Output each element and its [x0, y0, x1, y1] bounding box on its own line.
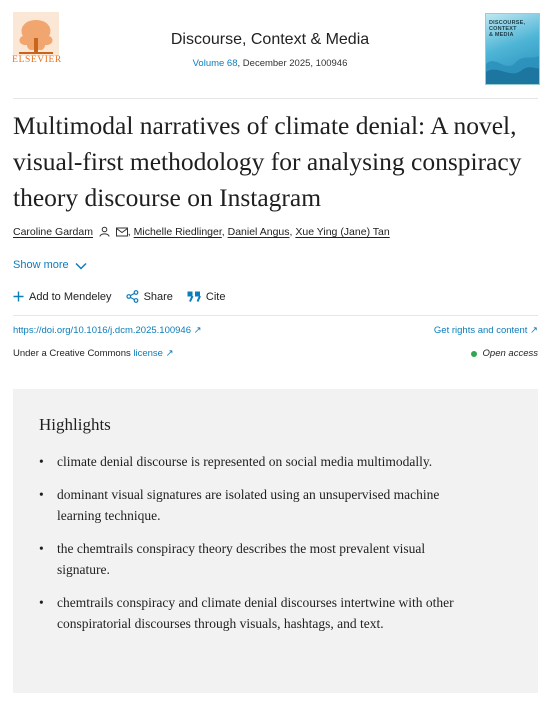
- journal-header: [0, 0, 555, 98]
- person-icon[interactable]: [99, 226, 110, 237]
- open-access-badge: Open access: [471, 348, 538, 359]
- article-actions: [13, 290, 225, 303]
- show-more-button[interactable]: Show more: [13, 259, 87, 271]
- list-item: • chemtrails conspiracy and climate denial discourses intertwine with other conspiratorial discourses through visuals, hashtags, and text.: [39, 592, 479, 634]
- article-title: Multimodal narratives of climate denial: A novel, visual-first methodology for analysing conspiracy theory discourse on Instagram: [13, 111, 522, 212]
- publisher-name: ELSEVIER: [12, 55, 62, 65]
- volume-link[interactable]: Volume 68: [192, 58, 238, 69]
- highlights-section: [13, 389, 538, 693]
- external-link-icon: ↗: [165, 348, 174, 359]
- mail-icon[interactable]: [116, 227, 128, 237]
- quote-icon: [187, 291, 201, 302]
- add-to-mendeley-button[interactable]: Add to Mendeley: [13, 291, 112, 303]
- list-item: • climate denial discourse is represented on social media multimodally.: [39, 451, 479, 472]
- cover-wave-graphic: [486, 50, 539, 84]
- license-link[interactable]: license: [133, 348, 163, 359]
- doi-link[interactable]: https://doi.org/10.1016/j.dcm.2025.100946 ↗: [13, 325, 202, 336]
- highlights-heading: Highlights: [39, 415, 111, 434]
- journal-cover-image[interactable]: [485, 13, 540, 85]
- external-link-icon: ↗: [193, 325, 202, 336]
- open-access-dot-icon: [471, 351, 477, 357]
- list-item: • the chemtrails conspiracy theory describes the most prevalent visual signature.: [39, 538, 479, 580]
- journal-issue-info: [120, 58, 420, 69]
- journal-title[interactable]: Discourse, Context & Media: [170, 31, 370, 48]
- author-link[interactable]: Caroline Gardam: [13, 226, 93, 238]
- author-link[interactable]: Michelle Riedlinger: [133, 226, 222, 238]
- share-icon: [126, 290, 139, 303]
- external-link-icon: ↗: [530, 325, 538, 336]
- chevron-down-icon: [75, 262, 87, 270]
- plus-icon: [13, 291, 24, 302]
- share-button[interactable]: Share: [126, 290, 173, 303]
- issue-date: , December 2025, 100946: [237, 58, 348, 69]
- license-statement: Under a Creative Commons license ↗: [13, 348, 174, 359]
- cite-button[interactable]: Cite: [187, 291, 226, 303]
- divider: [13, 98, 538, 99]
- author-link[interactable]: Daniel Angus: [227, 226, 290, 238]
- highlights-list: [39, 451, 479, 646]
- divider: [13, 315, 538, 316]
- author-link[interactable]: Xue Ying (Jane) Tan: [295, 226, 390, 238]
- cover-title: DISCOURSE, CONTEXT & MEDIA: [489, 20, 526, 38]
- get-rights-link[interactable]: Get rights and content ↗: [433, 325, 538, 336]
- list-item: • dominant visual signatures are isolated using an unsupervised machine learning technique.: [39, 484, 479, 526]
- author-list: Caroline Gardam , Michelle Riedlinger, Daniel Angus, Xue Ying (Jane) Tan: [13, 226, 390, 238]
